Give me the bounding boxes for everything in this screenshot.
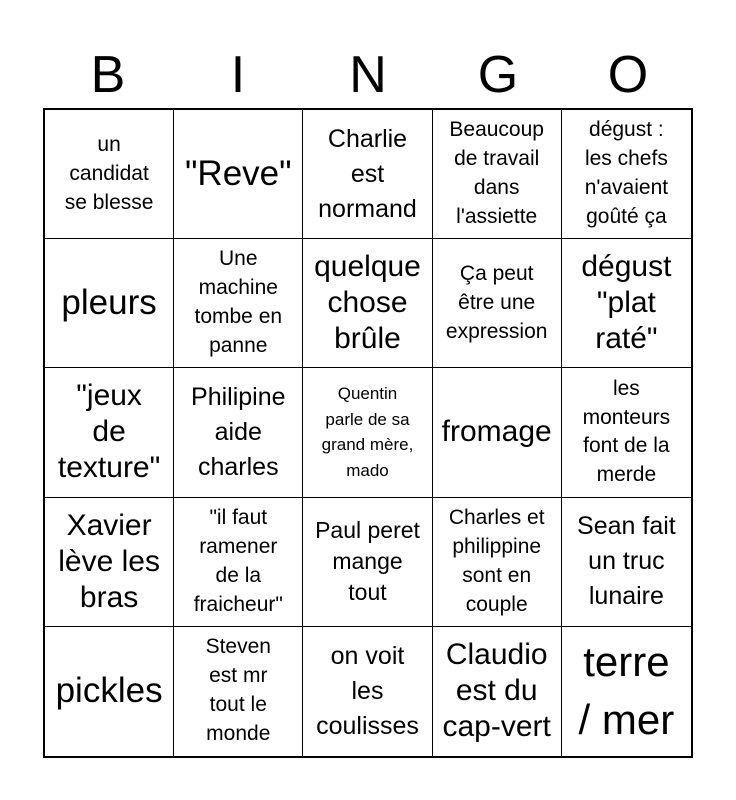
- bingo-cell-r1-c0[interactable]: pleurs: [45, 239, 174, 368]
- bingo-board: [43, 108, 693, 758]
- bingo-cell-r1-c2[interactable]: quelque chose brûle: [303, 239, 432, 368]
- bingo-header: [43, 42, 693, 108]
- bingo-cell-r3-c1[interactable]: "il faut ramener de la fraicheur": [174, 498, 303, 627]
- bingo-cell-r1-c4[interactable]: dégust "plat raté": [562, 239, 691, 368]
- bingo-cell-r4-c3[interactable]: Claudio est du cap-vert: [433, 627, 562, 756]
- header-letter-g: G: [477, 46, 519, 104]
- bingo-cell-r1-c1[interactable]: Une machine tombe en panne: [174, 239, 303, 368]
- bingo-cell-r0-c4[interactable]: dégust : les chefs n'avaient goûté ça: [562, 110, 691, 239]
- header-letter-i: I: [230, 46, 246, 104]
- bingo-cell-r3-c3[interactable]: Charles et philippine sont en couple: [433, 498, 562, 627]
- bingo-cell-r1-c3[interactable]: Ça peut être une expression: [433, 239, 562, 368]
- header-letter-o: O: [607, 46, 649, 104]
- bingo-cell-r4-c4[interactable]: terre / mer: [578, 637, 675, 744]
- bingo-cell-r2-c1[interactable]: Philipine aide charles: [174, 368, 303, 497]
- bingo-cell-r3-c4[interactable]: Sean fait un truc lunaire: [562, 498, 691, 627]
- bingo-cell-r0-c3[interactable]: Beaucoup de travail dans l'assiette: [433, 110, 562, 239]
- bingo-cell-r4-c0[interactable]: pickles: [45, 627, 174, 756]
- bingo-cell-r2-c4[interactable]: les monteurs font de la merde: [562, 368, 691, 497]
- bingo-cell-r4-c1[interactable]: Steven est mr tout le monde: [174, 627, 303, 756]
- bingo-cell-r0-c0[interactable]: un candidat se blesse: [45, 110, 174, 239]
- bingo-cell-r2-c2[interactable]: Quentin parle de sa grand mère, mado: [303, 368, 432, 497]
- header-letter-n: N: [349, 46, 387, 104]
- bingo-cell-r4-c2[interactable]: on voit les coulisses: [303, 627, 432, 756]
- bingo-cell-r2-c3[interactable]: fromage: [433, 368, 562, 497]
- bingo-cell-r3-c2[interactable]: Paul peret mange tout: [303, 498, 432, 627]
- bingo-cell-r0-c2[interactable]: Charlie est normand: [303, 110, 432, 239]
- bingo-cell-r0-c1[interactable]: "Reve": [174, 110, 303, 239]
- bingo-cell-r2-c0[interactable]: "jeux de texture": [45, 368, 174, 497]
- header-letter-b: B: [90, 46, 126, 104]
- bingo-cell-r3-c0[interactable]: Xavier lève les bras: [45, 498, 174, 627]
